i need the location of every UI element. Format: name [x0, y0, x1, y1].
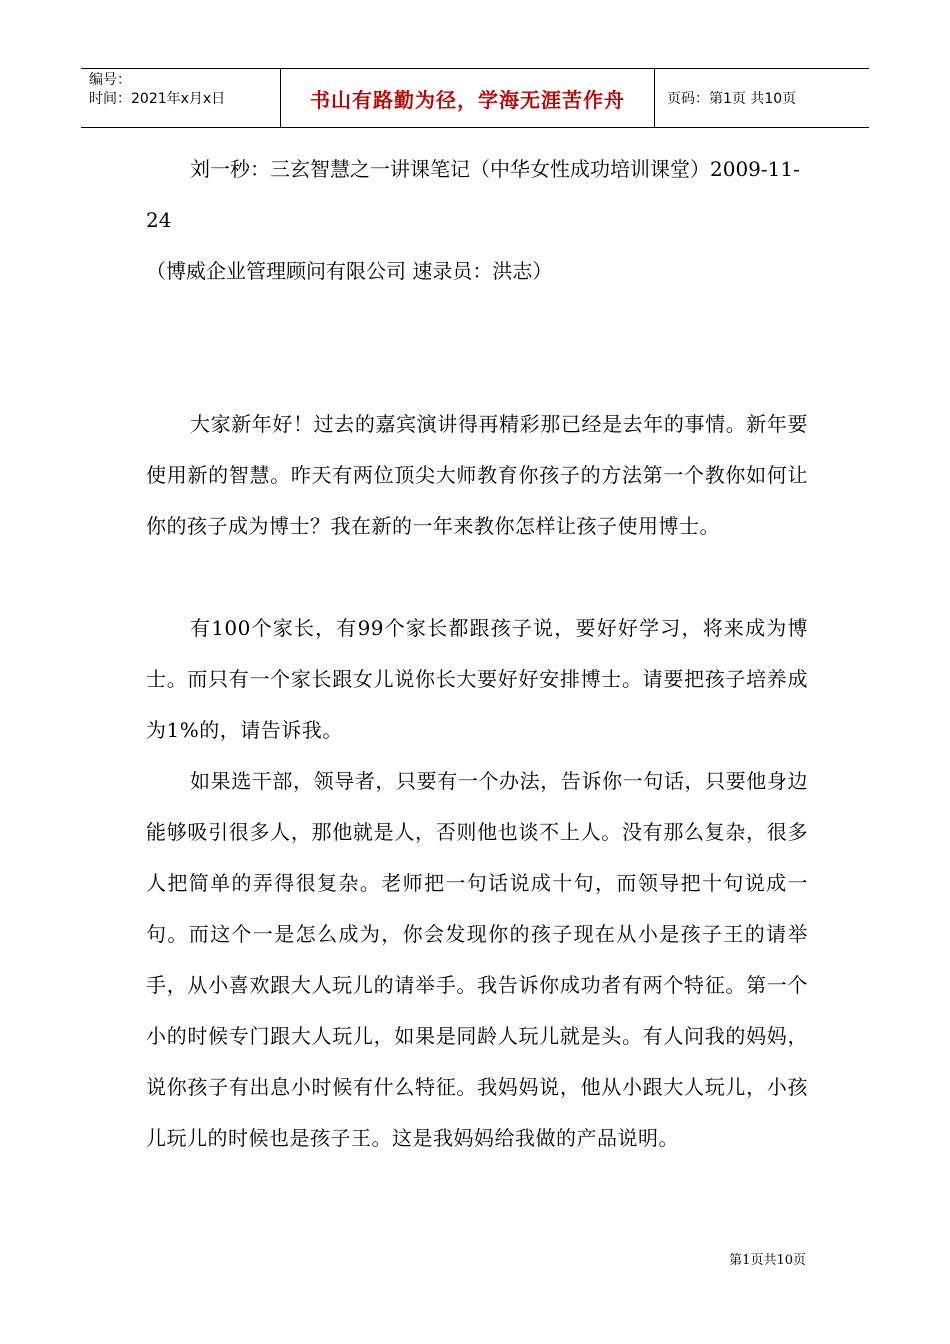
header-motto: 书山有路勤为径，学海无涯苦作舟 — [281, 69, 655, 127]
page-footer: 第1页共10页 — [729, 1253, 806, 1268]
number-label: 编号： — [89, 72, 131, 88]
spacer — [146, 552, 808, 603]
header-page-info: 页码：第1页 共10页 — [667, 91, 797, 107]
paragraph-3: 如果选干部，领导者，只要有一个办法，告诉你一句话，只要他身边能够吸引很多人，那他就是人，否则他也谈不上人。没有那么复杂，很多人把简单的弄得很复杂。老师把一句话说成十句，而领导把十句说成一句。而这个一是怎么成为，你会发现你的孩子现在从小是孩子王的请举手，从小喜欢跟大人玩儿的请举手。我告诉你成功者有两个特征。第一个小的时候专门跟大人玩儿，如果是同龄人玩儿就是头。有人问我的妈妈，说你孩子有出息小时候有什么特征。我妈妈说，他从小跟大人玩儿，小孩儿玩儿的时候也是孩子王。这是我妈妈给我做的产品说明。 — [146, 769, 808, 1150]
paragraph-2: 有100个家长，有99个家长都跟孩子说，要好好学习，将来成为博士。而只有一个家长跟女儿说你长大要好好安排博士。请要把孩子培养成为1%的，请告诉我。 — [146, 616, 808, 742]
spacer — [146, 348, 808, 399]
document-title: 刘一秒：三玄智慧之一讲课笔记（中华女性成功培训课堂）2009-11-24 — [146, 157, 800, 232]
document-body — [146, 144, 808, 1164]
page-header — [81, 68, 869, 128]
document-subtitle: （博威企业管理顾问有限公司 速录员：洪志） — [146, 259, 553, 283]
time-label: 时间：2021年x月x日 — [89, 91, 226, 107]
paragraph-1: 大家新年好！过去的嘉宾演讲得再精彩那已经是去年的事情。新年要使用新的智慧。昨天有两位顶尖大师教育你孩子的方法第一个教你如何让你的孩子成为博士？我在新的一年来教你怎样让孩子使用博士。 — [146, 412, 808, 538]
spacer — [146, 297, 808, 348]
header-meta-cell — [81, 69, 281, 127]
